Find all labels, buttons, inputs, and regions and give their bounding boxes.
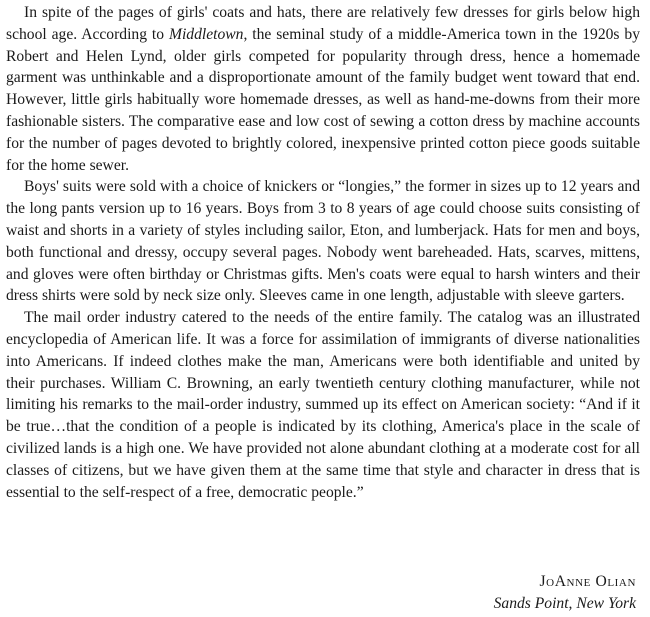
paragraph-1-lead: In spite of the pages of girls' coats and hats, there are relatively few dresses for girls below high school age. According to (6, 4, 640, 43)
paragraph-1-rest: , the seminal study of a middle-America town in the 1920s by Robert and Helen Lynd, older girls competed for popularity through dress, hence a homemade garment was unthinkable and a disproportionate amount of the family budget went toward that end. However, little girls habitually wore homemade dresses, as well as hand-me-downs from their more fashionable sisters. The comparative ease and low cost of sewing a cotton dress by machine accounts for the number of pages devoted to brightly colored, inexpensive printed cotton piece goods suitable for the home sewer. (6, 25, 640, 174)
paragraph-boys-suits: Boys' suits were sold with a choice of knickers or “longies,” the former in sizes up to 12 years and the long pants version up to 16 years. Boys from 3 to 8 years of age could choose suits consisting of waist and shorts in a variety of styles including sailor, Eton, and lumberjack. Hats for men and boys, both functional and dressy, occupy several pages. Nobody went bareheaded. Hats, scarves, mittens, and gloves were often birthday or Christmas gifts. Men's coats were equal to harsh winters and their dress shirts were sold by neck size only. Sleeves came in one length, adjustable with sleeve garters. (6, 178, 640, 305)
article-body (6, 2, 640, 503)
paragraph-mail-order-industry: The mail order industry catered to the needs of the entire family. The catalog was an illustrated encyclopedia of American life. It was a force for assimilation of immigrants of diverse nationalities into Americans. If indeed clothes make the man, Americans were both identifiable and united by their purchases. William C. Browning, an early twentieth century clothing manufacturer, while not limiting his remarks to the mail-order industry, summed up its effect on American society: “And if it be true…that the condition of a people is indicated by its clothing, America's place in the scale of civilized lands is a high one. We have provided not alone abundant clothing at a moderate cost for all classes of citizens, but we have given them at the same time that style and character in dress that is essential to the self-respect of a free, democratic people.” (6, 309, 640, 501)
book-title-middletown: Middletown (168, 25, 244, 43)
author-name: JoAnne Olian (539, 573, 636, 590)
author-location: Sands Point, New York (493, 595, 636, 612)
paragraph-girls-dresses (6, 2, 640, 176)
